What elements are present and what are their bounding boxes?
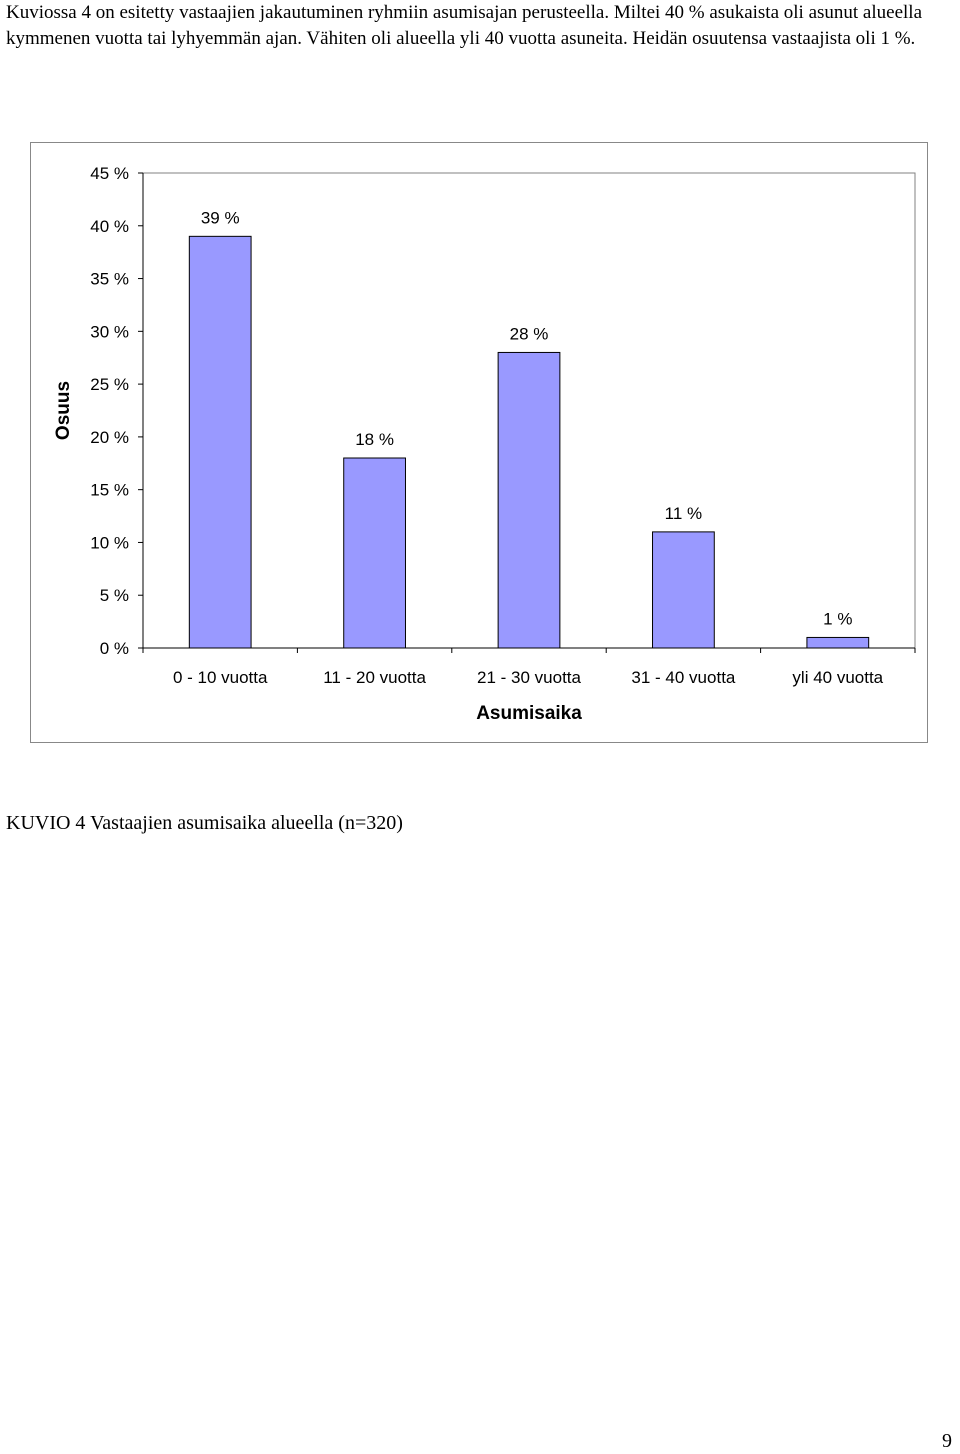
y-tick-label: 5 %: [99, 586, 129, 606]
y-tick-label: 25 %: [90, 375, 129, 395]
data-label: 11 %: [664, 503, 703, 523]
bar: [807, 637, 869, 648]
y-tick-label: 10 %: [90, 533, 129, 553]
x-axis-title: Asumisaika: [476, 703, 582, 724]
bar: [189, 236, 251, 648]
x-tick-label: yli 40 vuotta: [792, 668, 884, 687]
y-tick-label: 20 %: [90, 427, 129, 447]
y-tick-label: 35 %: [90, 269, 129, 289]
y-tick-label: 0 %: [99, 639, 129, 658]
y-tick-label: 40 %: [90, 216, 129, 236]
page-number: 9: [942, 1430, 952, 1452]
y-tick-label: 45 %: [90, 164, 129, 183]
y-tick-label: 30 %: [90, 322, 129, 342]
bar-chart: [31, 143, 929, 744]
chart-frame: [30, 142, 928, 743]
x-tick-label: 11 - 20 vuotta: [323, 668, 426, 687]
x-tick-label: 21 - 30 vuotta: [477, 668, 581, 687]
data-label: 1 %: [823, 609, 853, 629]
x-tick-label: 0 - 10 vuotta: [172, 668, 268, 687]
data-label: 39 %: [200, 208, 240, 228]
y-tick-label: 15 %: [90, 480, 129, 500]
figure-caption: KUVIO 4 Vastaajien asumisaika alueella (n=320): [6, 812, 403, 834]
data-label: 28 %: [509, 324, 549, 344]
intro-paragraph: Kuviossa 4 on esitetty vastaajien jakautuminen ryhmiin asumisajan perusteella. Miltei 40 % asukaista oli asunut alueella kymmenen vuotta tai lyhyemmän ajan. Vähiten oli alueella yli 40 vuotta asuneita. Heidän osuutensa vastaajista oli 1 %.: [6, 2, 922, 49]
y-axis-title: Osuus: [53, 380, 74, 441]
data-label: 18 %: [355, 430, 394, 449]
bar: [498, 352, 560, 648]
bar: [344, 458, 406, 648]
bar: [653, 532, 715, 648]
x-tick-label: 31 - 40 vuotta: [631, 668, 736, 687]
